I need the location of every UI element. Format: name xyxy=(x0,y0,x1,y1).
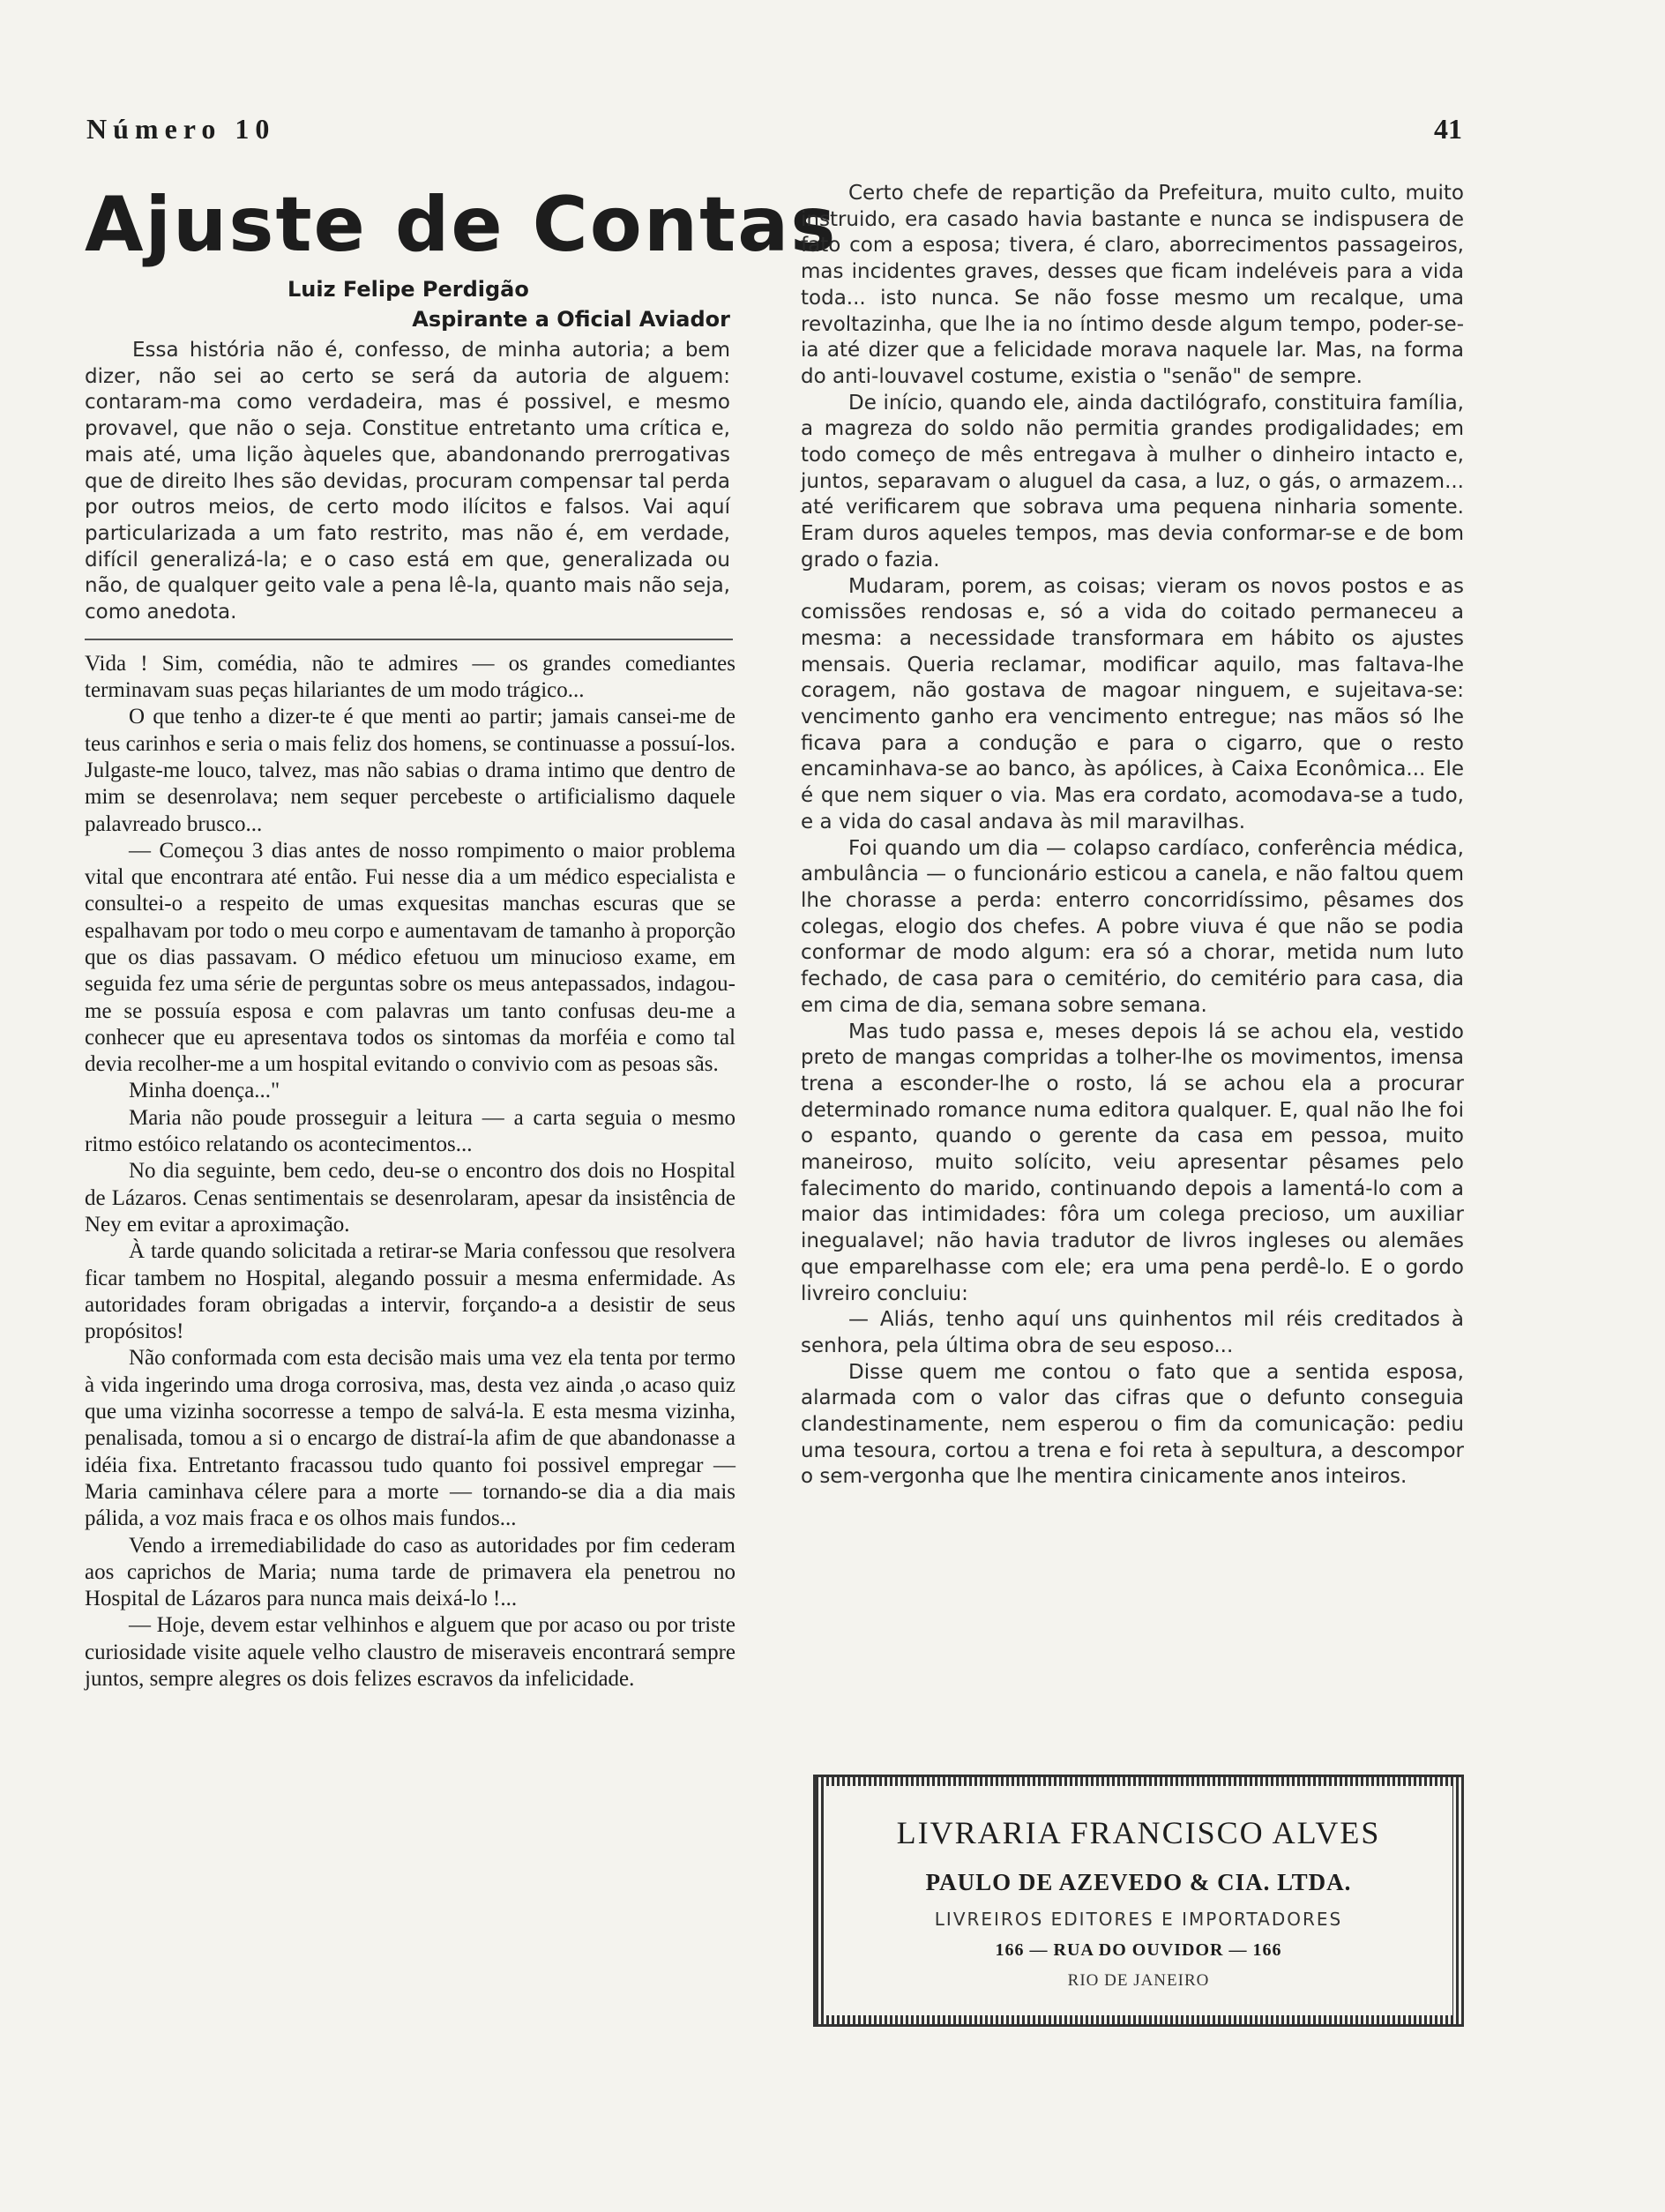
story-paragraph: Vida ! Sim, comédia, não te admires — os grandes comediantes terminavam suas peças hilariantes de um modo trágico... xyxy=(85,651,735,703)
author-rank: Aspirante a Oficial Aviador xyxy=(412,307,730,332)
ad-city: RIO DE JANEIRO xyxy=(1067,1971,1210,1990)
page-header xyxy=(86,113,1462,148)
story-paragraph: — Começou 3 dias antes de nosso rompimento o maior problema vital que encontrara até então. Fui nesse dia a um médico especialista e consultei-o a respeito de umas exquesitas manchas escuras que se espalhavam por todo o meu corpo e aumentavam de tamanho à proporção que os dias passavam. O médico efetuou um minucioso exame, em seguida fez uma série de perguntas sobre os meus antepassados, indagou-me se possuía esposa e com palavras um tanto confusas deu-me a conhecer que eu apresentava todos os sintomas da morféia e como tal devia recolher-me a um hospital evitando o convivio com as pesoas sãs. xyxy=(85,838,735,1077)
story-paragraph: — Aliás, tenho aquí uns quinhentos mil réis creditados à senhora, pela última obra de seu esposo... xyxy=(801,1308,1464,1357)
story-paragraph: Disse quem me contou o fato que a sentida esposa, alarmada com o valor das cifras que o defunto conseguia clandestinamente, nem esperou o fim da comunicação: pediu uma tesoura, cortou a trena e foi reta à sepultura, a descompor o sem-vergonha que lhe mentira cinicamente anos inteiros. xyxy=(801,1360,1464,1489)
ad-address: 166 — RUA DO OUVIDOR — 166 xyxy=(995,1940,1282,1960)
story-paragraph: Mudaram, porem, as coisas; vieram os novos postos e as comissões rendosas e, só a vida do coitado permaneceu a mesma: a necessidade transformara em hábito os ajustes mensais. Queria reclamar, modificar aquilo, mas faltava-lhe coragem, não gostava de magoar ninguem, e sujeitava-se: vencimento ganho era vencimento entregue; nas mãos só lhe ficava para a condução e para o cigarro, que o resto encaminhava-se ao banco, às apólices, à Caixa Econômica... Ele é que nem siquer o via. Mas era cordato, acomodava-se a tudo, e a vida do casal andava às mil maravilhas. xyxy=(801,574,1464,833)
story-paragraph: Certo chefe de repartição da Prefeitura, muito culto, muito instruido, era casado havia bastante e nunca se indispusera de fato com a esposa; tivera, é claro, aborrecimentos passageiros, mas incidentes graves, desses que ficam indeléveis para a vida toda... isto nunca. Se não fosse mesmo um recalque, uma revoltazinha, que lhe ia no íntimo desde algum tempo, poder-se-ia até dizer que a felicidade morava naquele lar. Mas, na forma do anti-louvavel costume, existia o "senão" de sempre. xyxy=(801,182,1464,388)
issue-number: Número 10 xyxy=(86,113,276,145)
advertisement-content xyxy=(825,1786,1452,2015)
story-paragraph: O que tenho a dizer-te é que menti ao partir; jamais cansei-me de teus carinhos e seria o mais feliz dos homens, se continuasse a possuí-los. Julgaste-me louco, talvez, mas não sabias o drama intimo que dentro de mim se desenrolava; nem sequer percebeste o artificialismo daquele palavreado brusco... xyxy=(85,705,735,836)
left-column xyxy=(85,181,838,1693)
article-author: Luiz Felipe Perdigão xyxy=(287,277,529,302)
story-paragraph: Não conformada com esta decisão mais uma vez ela tenta por termo à vida ingerindo uma droga corrosiva, mas, desta vez ainda ,o acaso quiz que uma vizinha socorresse a tempo de salvá-la. E esta mesma vizinha, penalisada, tomou a si o encargo de distraí-la afim de que abandonasse a idéia fixa. Entretanto fracassou tudo quanto foi possivel empregar — Maria caminhava célere para a morte — tornando-se dia a dia mais pálida, a voz mais fraca e os olhos mais fundos... xyxy=(85,1346,735,1531)
story-paragraph: — Hoje, devem estar velhinhos e alguem que por acaso ou por triste curiosidade visite aquele velho claustro de miseraveis encontrará sempre juntos, sempre alegres os dois felizes escravos da infelicidade. xyxy=(85,1613,735,1692)
ad-trade-line: LIVREIROS EDITORES E IMPORTADORES xyxy=(934,1909,1343,1930)
right-column xyxy=(801,181,1464,1491)
story-paragraph: Minha doença..." xyxy=(129,1079,280,1103)
page-number: 41 xyxy=(1434,113,1462,145)
ad-company-name: PAULO DE AZEVEDO & CIA. LTDA. xyxy=(925,1869,1352,1895)
story-paragraph: Mas tudo passa e, meses depois lá se achou ela, vestido preto de mangas compridas a tolher-lhe os movimentos, imensa trena a esconder-lhe o rosto, lá se achou ela a procurar determinado romance numa editora qualquer. E, qual não lhe foi o espanto, quando o gerente da casa em pessoa, muito maneiroso, muito solícito, veiu apresentar pêsames pelo falecimento do marido, continuando depois a lamentá-lo com a maior das intimidades: fôra um colega precioso, um auxiliar inegualavel; não havia tradutor de livros ingleses ou alemães que emparelhasse com ele; era uma pena perdê-lo. E o gordo livreiro concluiu: xyxy=(801,1020,1464,1305)
story-paragraph: No dia seguinte, bem cedo, deu-se o encontro dos dois no Hospital de Lázaros. Cenas sentimentais se desenrolaram, apesar da insistência de Ney em evitar a aproximação. xyxy=(85,1159,735,1237)
story-paragraph: De início, quando ele, ainda dactilógrafo, constituira família, a magreza do soldo não permitia grandes prodigalidades; em todo começo de mês entregava à mulher o dinheiro intacto e, juntos, separavam o aluguel da casa, a luz, o gás, o armazem... até verificarem que sobrava uma pequena ninharia somente. Eram duros aqueles tempos, mas devia conformar-se e de bom grado o fazia. xyxy=(801,391,1464,572)
section-divider xyxy=(85,639,733,640)
story-paragraph: Maria não poude prosseguir a leitura — a carta seguia o mesmo ritmo estóico relatando os acontecimentos... xyxy=(85,1105,735,1157)
ad-store-name: LIVRARIA FRANCISCO ALVES xyxy=(896,1815,1381,1850)
story-paragraph: À tarde quando solicitada a retirar-se Maria confessou que resolvera ficar tambem no Hospital, alegando possuir a mesma enfermidade. As autoridades foram obrigadas a intervir, forçando-a a desistir de seus propósitos! xyxy=(85,1239,735,1344)
article-title: Ajuste de Contas xyxy=(85,181,838,269)
article-intro: Essa história não é, confesso, de minha autoria; a bem dizer, não sei ao certo se será da autoria de alguem: contaram-ma como verdadeira, mas é possivel, e mesmo provavel, que não o seja. Constitue entretanto uma crítica e, mais até, uma lição àqueles que, abandonando prerrogativas que de direito lhes são devidas, procuram compensar tal perda por outros meios, de certo modo ilícitos e falsos. Vai aquí particularizada a um fato restrito, mas não é, em verdade, difícil generalizá-la; e o caso está em que, generalizada ou não, de qualquer geito vale a pena lê-la, quanto mais não seja, como anedota. xyxy=(85,339,730,624)
story-paragraph: Foi quando um dia — colapso cardíaco, conferência médica, ambulância — o funcionário esticou a canela, e não faltou quem lhe chorasse a perda: enterro concorridíssimo, pêsames dos colegas, elogio dos chefes. A pobre viuva é que não se podia conformar de modo algum: era só a chorar, metida num luto fechado, de casa para o cemitério, do cemitério para casa, dia em cima de dia, semana sobre semana. xyxy=(801,836,1464,1017)
advertisement-box xyxy=(813,1775,1464,2027)
story-paragraph: Vendo a irremediabilidade do caso as autoridades por fim cederam aos caprichos de Maria; numa tarde de primavera ela penetrou no Hospital de Lázaros para nunca mais deixá-lo !... xyxy=(85,1533,735,1611)
